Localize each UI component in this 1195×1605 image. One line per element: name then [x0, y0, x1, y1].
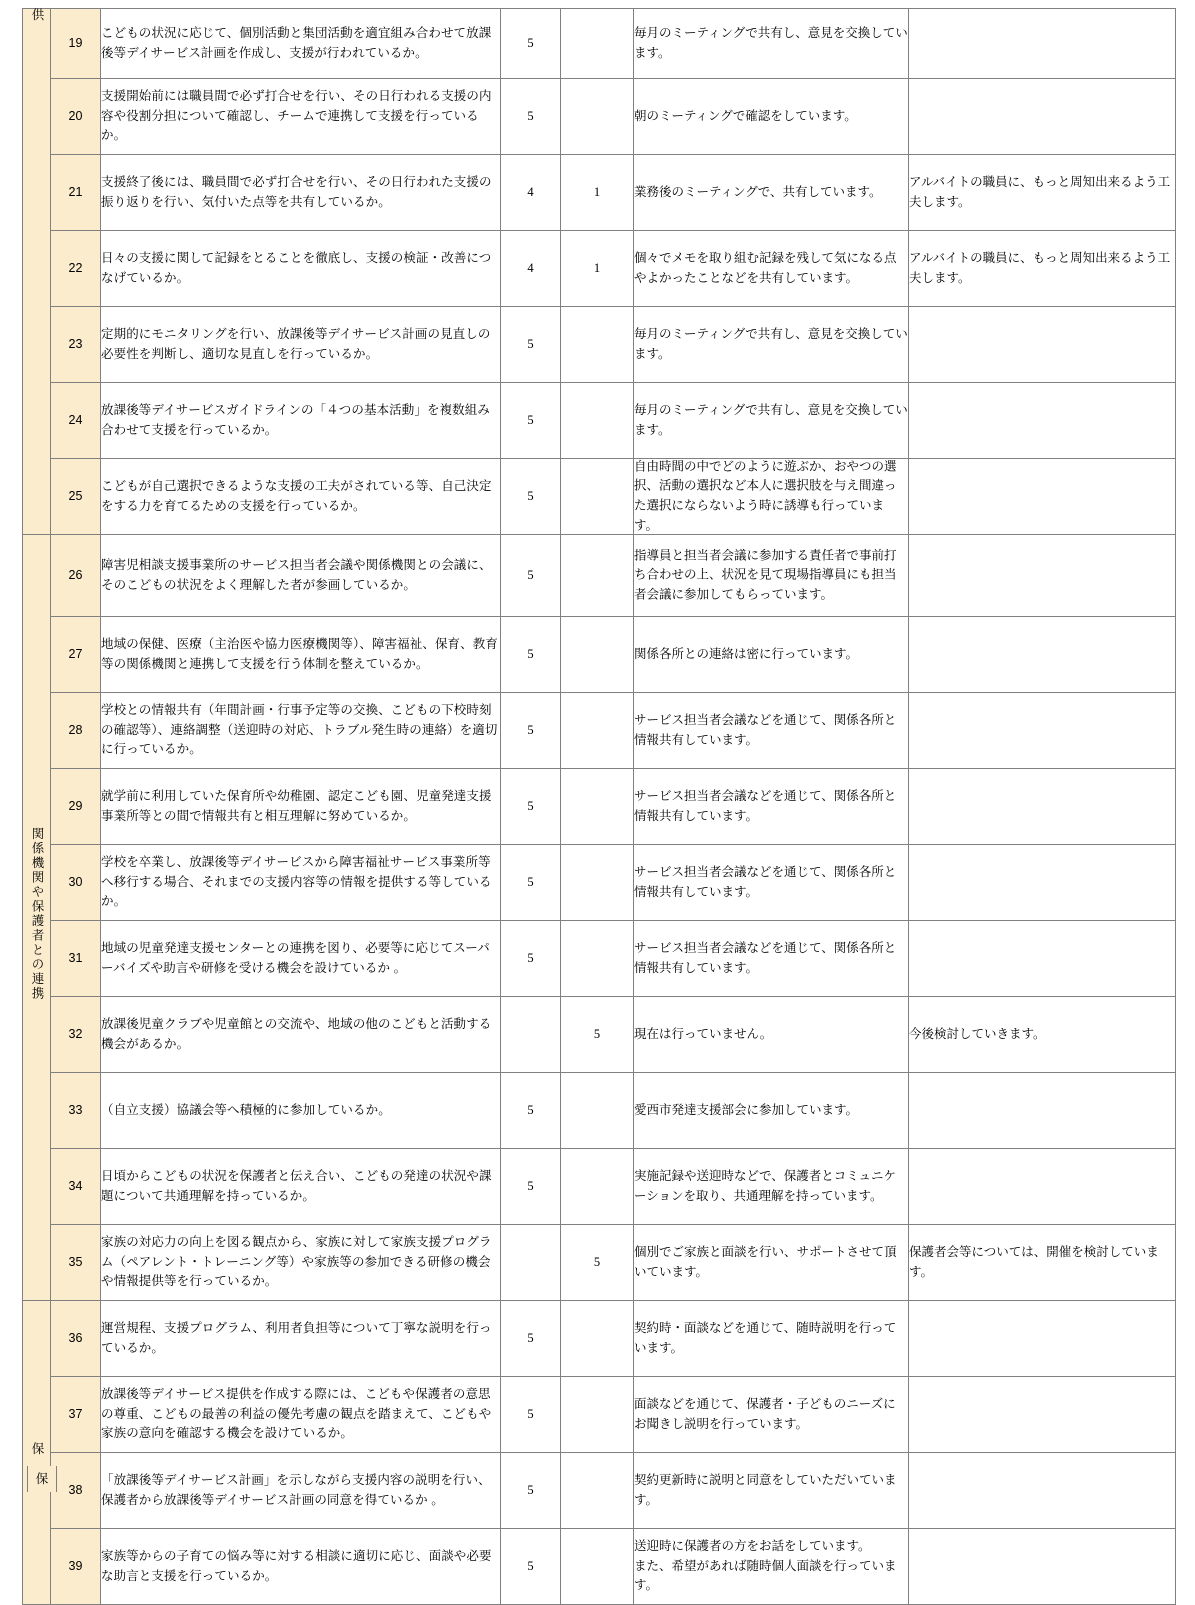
improvement-cell[interactable]	[909, 383, 1176, 459]
score-yes-cell[interactable]	[501, 1225, 561, 1301]
comment-cell[interactable]: サービス担当者会議などを通じて、関係各所と情報共有しています。	[634, 921, 909, 997]
score-no-cell[interactable]	[561, 79, 634, 155]
score-yes-cell[interactable]: 5	[501, 921, 561, 997]
comment-cell[interactable]: 愛西市発達支援部会に参加しています。	[634, 1073, 909, 1149]
check-item-text: 放課後児童クラブや児童館との交流や、地域の他のこどもと活動する機会があるか。	[101, 997, 501, 1073]
comment-cell[interactable]: 個別でご家族と面談を行い、サポートさせて頂いています。	[634, 1225, 909, 1301]
comment-cell[interactable]: 毎月のミーティングで共有し、意見を交換しています。	[634, 9, 909, 79]
check-item-text: 日々の支援に関して記録をとることを徹底し、支援の検証・改善につなげているか。	[101, 231, 501, 307]
score-no-cell[interactable]	[561, 1301, 634, 1377]
row-number: 22	[51, 231, 101, 307]
table-row	[23, 1149, 1176, 1225]
row-number: 24	[51, 383, 101, 459]
score-no-cell[interactable]	[561, 1073, 634, 1149]
row-number: 29	[51, 769, 101, 845]
improvement-cell[interactable]: アルバイトの職員に、もっと周知出来るよう工夫します。	[909, 231, 1176, 307]
comment-cell[interactable]: 契約更新時に説明と同意をしていただいています。	[634, 1453, 909, 1529]
comment-cell[interactable]: 朝のミーティングで確認をしています。	[634, 79, 909, 155]
evaluation-table-body	[23, 9, 1176, 1605]
row-number: 20	[51, 79, 101, 155]
check-item-text: 家族の対応力の向上を図る観点から、家族に対して家族支援プログラム（ペアレント・トレーニング等）や家族等の参加できる研修の機会や情報提供等を行っているか。	[101, 1225, 501, 1301]
check-item-text: （自立支援）協議会等へ積極的に参加しているか。	[101, 1073, 501, 1149]
score-no-cell[interactable]	[561, 617, 634, 693]
improvement-cell[interactable]	[909, 617, 1176, 693]
score-yes-cell[interactable]: 5	[501, 9, 561, 79]
category-label: 関係機関や保護者との連携	[29, 827, 44, 1002]
improvement-cell[interactable]	[909, 845, 1176, 921]
table-row	[23, 383, 1176, 459]
score-yes-cell[interactable]: 5	[501, 383, 561, 459]
comment-cell[interactable]: 個々でメモを取り組む記録を残して気になる点やよかったことなどを共有しています。	[634, 231, 909, 307]
score-yes-cell[interactable]: 5	[501, 79, 561, 155]
comment-cell[interactable]: サービス担当者会議などを通じて、関係各所と情報共有しています。	[634, 769, 909, 845]
category-label: 供	[29, 7, 44, 22]
score-yes-cell[interactable]: 5	[501, 845, 561, 921]
improvement-cell[interactable]: 保護者会等については、開催を検討しています。	[909, 1225, 1176, 1301]
check-item-text: 地域の保健、医療（主治医や協力医療機関等）、障害福祉、保育、教育等の関係機関と連携して支援を行う体制を整えているか。	[101, 617, 501, 693]
improvement-cell[interactable]	[909, 1149, 1176, 1225]
check-item-text: 支援終了後には、職員間で必ず打合せを行い、その日行われた支援の振り返りを行い、気付いた点等を共有しているか。	[101, 155, 501, 231]
check-item-text: 支援開始前には職員間で必ず打合せを行い、その日行われる支援の内容や役割分担について確認し、チームで連携して支援を行っているか。	[101, 79, 501, 155]
score-yes-cell[interactable]: 5	[501, 769, 561, 845]
score-no-cell[interactable]	[561, 307, 634, 383]
table-row	[23, 693, 1176, 769]
table-row	[23, 921, 1176, 997]
category-label-bottom-partial: 保	[27, 1466, 57, 1492]
category-cell	[23, 535, 51, 1301]
row-number: 35	[51, 1225, 101, 1301]
row-number: 26	[51, 535, 101, 617]
score-yes-cell[interactable]	[501, 997, 561, 1073]
score-no-cell[interactable]	[561, 535, 634, 617]
score-yes-cell[interactable]: 5	[501, 459, 561, 535]
table-row	[23, 1073, 1176, 1149]
comment-cell[interactable]: サービス担当者会議などを通じて、関係各所と情報共有しています。	[634, 693, 909, 769]
row-number: 28	[51, 693, 101, 769]
comment-cell[interactable]: 面談などを通じて、保護者・子どものニーズにお聞きし説明を行っています。	[634, 1377, 909, 1453]
score-no-cell[interactable]	[561, 1453, 634, 1529]
row-number: 19	[51, 9, 101, 79]
score-no-cell[interactable]	[561, 1149, 634, 1225]
comment-cell[interactable]: 毎月のミーティングで共有し、意見を交換しています。	[634, 383, 909, 459]
score-yes-cell[interactable]: 5	[501, 307, 561, 383]
check-item-text: 放課後等デイサービス提供を作成する際には、こどもや保護者の意思の尊重、こどもの最善の利益の優先考慮の観点を踏まえて、こどもや家族の意向を確認する機会を設けているか。	[101, 1377, 501, 1453]
improvement-cell[interactable]	[909, 921, 1176, 997]
score-yes-cell[interactable]: 5	[501, 617, 561, 693]
score-no-cell[interactable]: 1	[561, 231, 634, 307]
score-yes-cell[interactable]: 5	[501, 535, 561, 617]
check-item-text: 障害児相談支援事業所のサービス担当者会議や関係機関との会議に、そのこどもの状況をよく理解した者が参画しているか。	[101, 535, 501, 617]
table-row	[23, 535, 1176, 617]
score-no-cell[interactable]	[561, 693, 634, 769]
improvement-cell[interactable]	[909, 1301, 1176, 1377]
score-yes-cell[interactable]: 5	[501, 1301, 561, 1377]
table-row	[23, 155, 1176, 231]
check-item-text: 運営規程、支援プログラム、利用者負担等について丁寧な説明を行っているか。	[101, 1301, 501, 1377]
score-no-cell[interactable]: 5	[561, 997, 634, 1073]
row-number: 31	[51, 921, 101, 997]
category-label: 保	[29, 1442, 44, 1457]
comment-text-overflow: 自由時間の中でどのように遊ぶか、おやつの選択、活動の選択など本人に選択肢を与え間違った選択にならないよう時に誘導も行っています。	[634, 459, 897, 533]
table-row	[23, 617, 1176, 693]
score-no-cell[interactable]	[561, 383, 634, 459]
check-item-text: 家族等からの子育ての悩み等に対する相談に適切に応じ、面談や必要な助言と支援を行っているか。	[101, 1529, 501, 1605]
score-no-cell[interactable]	[561, 1377, 634, 1453]
row-number: 36	[51, 1301, 101, 1377]
check-item-text: 地域の児童発達支援センターとの連携を図り、必要等に応じてスーパーバイズや助言や研修を受ける機会を設けているか 。	[101, 921, 501, 997]
comment-cell[interactable]	[634, 459, 909, 535]
row-number: 30	[51, 845, 101, 921]
comment-cell[interactable]: 現在は行っていません。	[634, 997, 909, 1073]
improvement-cell[interactable]: 今後検討していきます。	[909, 997, 1176, 1073]
category-cell	[23, 9, 51, 535]
score-no-cell[interactable]	[561, 769, 634, 845]
row-number: 37	[51, 1377, 101, 1453]
table-row	[23, 9, 1176, 79]
comment-cell[interactable]: 契約時・面談などを通じて、随時説明を行っています。	[634, 1301, 909, 1377]
table-row	[23, 997, 1176, 1073]
comment-cell[interactable]	[634, 535, 909, 617]
table-row	[23, 769, 1176, 845]
score-yes-cell[interactable]: 4	[501, 231, 561, 307]
table-row	[23, 845, 1176, 921]
improvement-cell[interactable]	[909, 459, 1176, 535]
score-yes-cell[interactable]: 5	[501, 1529, 561, 1605]
score-yes-cell[interactable]: 4	[501, 155, 561, 231]
check-item-text: 学校を卒業し、放課後等デイサービスから障害福祉サービス事業所等へ移行する場合、それまでの支援内容等の情報を提供する等しているか。	[101, 845, 501, 921]
row-number: 39	[51, 1529, 101, 1605]
improvement-cell[interactable]	[909, 1529, 1176, 1605]
improvement-cell[interactable]: アルバイトの職員に、もっと周知出来るよう工夫します。	[909, 155, 1176, 231]
improvement-cell[interactable]	[909, 693, 1176, 769]
comment-cell[interactable]: 実施記録や送迎時などで、保護者とコミュニケーションを取り、共通理解を持っています。	[634, 1149, 909, 1225]
score-no-cell[interactable]	[561, 845, 634, 921]
improvement-cell[interactable]	[909, 769, 1176, 845]
improvement-cell[interactable]	[909, 1377, 1176, 1453]
row-number: 23	[51, 307, 101, 383]
improvement-cell[interactable]	[909, 9, 1176, 79]
table-row	[23, 307, 1176, 383]
score-yes-cell[interactable]: 5	[501, 1149, 561, 1225]
table-row	[23, 1225, 1176, 1301]
comment-cell[interactable]: 業務後のミーティングで、共有しています。	[634, 155, 909, 231]
improvement-cell[interactable]	[909, 79, 1176, 155]
row-number: 38	[51, 1453, 101, 1529]
table-row	[23, 79, 1176, 155]
row-number: 32	[51, 997, 101, 1073]
comment-cell[interactable]: 送迎時に保護者の方をお話をしています。 また、希望があれば随時個人面談を行っています。	[634, 1529, 909, 1605]
comment-cell[interactable]: 毎月のミーティングで共有し、意見を交換しています。	[634, 307, 909, 383]
table-row	[23, 231, 1176, 307]
check-item-text: こどもが自己選択できるような支援の工夫がされている等、自己決定をする力を育てるための支援を行っているか。	[101, 459, 501, 535]
score-no-cell[interactable]	[561, 459, 634, 535]
check-item-text: 学校との情報共有（年間計画・行事予定等の交換、こどもの下校時刻の確認等）、連絡調整（送迎時の対応、トラブル発生時の連絡）を適切に行っているか。	[101, 693, 501, 769]
score-no-cell[interactable]: 5	[561, 1225, 634, 1301]
check-item-text: 「放課後等デイサービス計画」を示しながら支援内容の説明を行い、保護者から放課後等デイサービス計画の同意を得ているか 。	[101, 1453, 501, 1529]
evaluation-table	[22, 8, 1176, 1605]
table-row	[23, 1377, 1176, 1453]
score-no-cell[interactable]	[561, 921, 634, 997]
category-cell	[23, 1301, 51, 1605]
comment-text-overflow: 指導員と担当者会議に参加する責任者で事前打ち合わせの上、状況を見て現場指導員にも担当者会議に参加してもらっています。	[634, 547, 897, 602]
score-yes-cell[interactable]: 5	[501, 693, 561, 769]
check-item-text: 日頃からこどもの状況を保護者と伝え合い、こどもの発達の状況や課題について共通理解を持っているか。	[101, 1149, 501, 1225]
row-number: 25	[51, 459, 101, 535]
table-row	[23, 459, 1176, 535]
improvement-cell[interactable]	[909, 1453, 1176, 1529]
score-no-cell[interactable]	[561, 1529, 634, 1605]
score-yes-cell[interactable]: 5	[501, 1377, 561, 1453]
comment-cell[interactable]: 関係各所との連絡は密に行っています。	[634, 617, 909, 693]
score-no-cell[interactable]	[561, 9, 634, 79]
comment-cell[interactable]: サービス担当者会議などを通じて、関係各所と情報共有しています。	[634, 845, 909, 921]
table-row	[23, 1453, 1176, 1529]
check-item-text: こどもの状況に応じて、個別活動と集団活動を適宜組み合わせて放課後等デイサービス計画を作成し、支援が行われているか。	[101, 9, 501, 79]
check-item-text: 放課後等デイサービスガイドラインの「４つの基本活動」を複数組み合わせて支援を行っているか。	[101, 383, 501, 459]
improvement-cell[interactable]	[909, 535, 1176, 617]
check-item-text: 就学前に利用していた保育所や幼稚園、認定こども園、児童発達支援事業所等との間で情報共有と相互理解に努めているか。	[101, 769, 501, 845]
check-item-text: 定期的にモニタリングを行い、放課後等デイサービス計画の見直しの必要性を判断し、適切な見直しを行っているか。	[101, 307, 501, 383]
improvement-cell[interactable]	[909, 1073, 1176, 1149]
table-row	[23, 1529, 1176, 1605]
row-number: 34	[51, 1149, 101, 1225]
score-yes-cell[interactable]: 5	[501, 1453, 561, 1529]
row-number: 21	[51, 155, 101, 231]
row-number: 33	[51, 1073, 101, 1149]
improvement-cell[interactable]	[909, 307, 1176, 383]
score-no-cell[interactable]: 1	[561, 155, 634, 231]
row-number: 27	[51, 617, 101, 693]
table-row	[23, 1301, 1176, 1377]
score-yes-cell[interactable]: 5	[501, 1073, 561, 1149]
